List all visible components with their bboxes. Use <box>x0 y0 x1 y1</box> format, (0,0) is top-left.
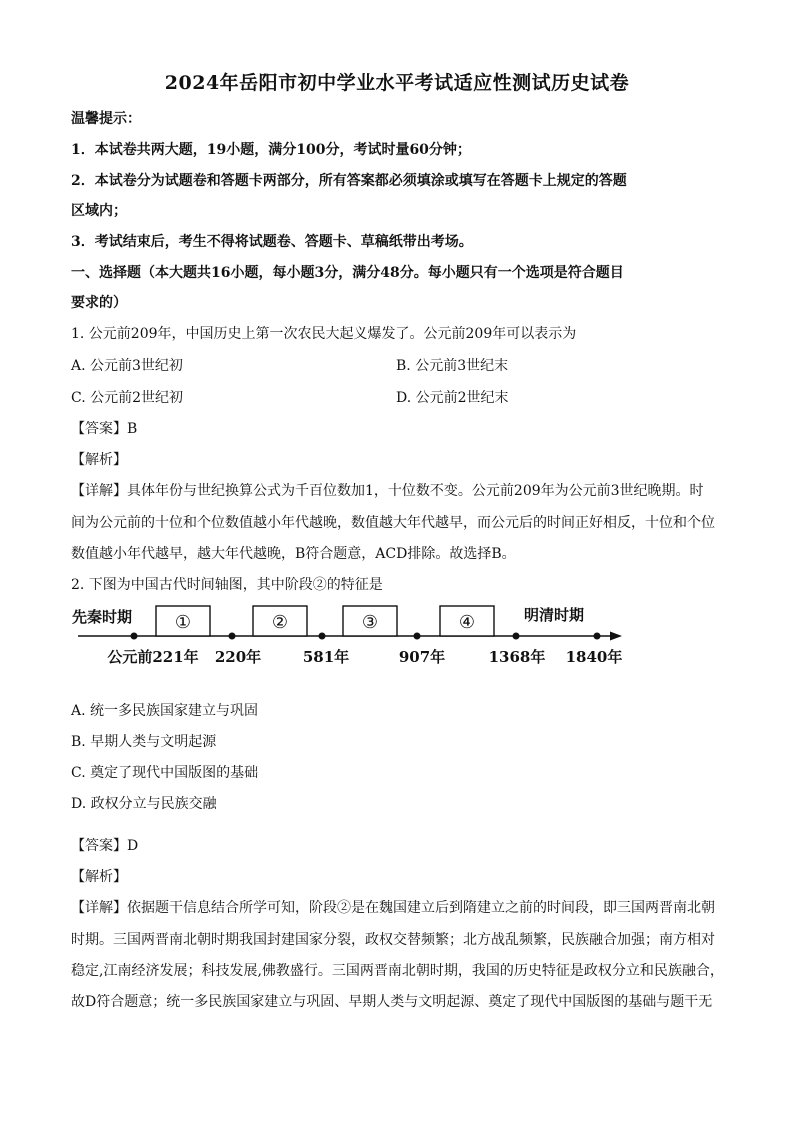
timeline-dot-6 <box>594 633 601 640</box>
q1-option-d: D. 公元前2世纪末 <box>396 390 509 406</box>
timeline-year-6: 1840年 <box>565 648 623 666</box>
timeline-year-2: 220年 <box>214 648 262 666</box>
timeline-year-3: 581年 <box>302 648 350 666</box>
q1-detail-line-2: 间为公元前的十位和个位数值越小年代越晚，数值越大年代越早，而公元后的时间正好相反，十位和个位 <box>71 515 715 531</box>
timeline-right-label: 明清时期 <box>524 606 585 624</box>
timeline-dot-4 <box>414 633 421 640</box>
analysis-label: 【解析】 <box>71 452 127 468</box>
q1-option-c: C. 公元前2世纪初 <box>71 390 184 406</box>
tip-item-2: 2．本试卷分为试题卷和答题卡两部分，所有答案都必须填涂或填写在答题卡上规定的答题 <box>71 173 627 189</box>
section-heading-cont: 要求的） <box>71 295 127 311</box>
timeline-box-4-label: ④ <box>458 612 476 633</box>
timeline-dot-2 <box>229 633 236 640</box>
timeline-dot-5 <box>513 633 520 640</box>
q2-analysis-label <box>71 866 731 888</box>
timeline-dot-3 <box>319 633 326 640</box>
q2-option-a: A. 统一多民族国家建立与巩固 <box>71 703 259 719</box>
tips-heading: 温馨提示： <box>71 111 141 127</box>
tip-item-3: 3．考试结束后，考生不得将试题卷、答题卡、草稿纸带出考场。 <box>71 234 473 250</box>
answer-value: D <box>127 838 139 854</box>
timeline-left-label: 先秦时期 <box>72 608 133 626</box>
tip-item-2-cont: 区域内； <box>71 203 127 219</box>
timeline-arrow-icon <box>610 632 622 641</box>
timeline-svg <box>70 600 630 672</box>
timeline-box-1-label: ① <box>174 612 192 633</box>
q2-detail-line-2: 时期。三国两晋南北朝时期我国封建国家分裂，政权交替频繁；北方战乱频繁，民族融合加强；南方相对 <box>71 932 715 948</box>
q1-detail-line-3: 数值越小年代越早，越大年代越晚，B符合题意，ACD排除。故选择B。 <box>71 546 516 562</box>
q2-option-c: C. 奠定了现代中国版图的基础 <box>71 765 259 781</box>
answer-label: 【答案】 <box>71 421 127 437</box>
analysis-label: 【解析】 <box>71 869 127 885</box>
timeline-box-3-label: ③ <box>361 612 379 633</box>
q1-option-a: A. 公元前3世纪初 <box>71 358 183 374</box>
timeline-diagram <box>70 600 630 672</box>
answer-value: B <box>127 421 138 437</box>
q2-detail-line-4: 故D符合题意；统一多民族国家建立与巩固、早期人类与文明起源、奠定了现代中国版图的基础与题干无 <box>71 994 713 1010</box>
timeline-year-5: 1368年 <box>488 648 546 666</box>
timeline-year-4: 907年 <box>398 648 446 666</box>
q1-stem: 1. 公元前209年，中国历史上第一次农民大起义爆发了。公元前209年可以表示为 <box>71 326 577 342</box>
q2-answer <box>71 835 731 857</box>
q2-detail-line-3: 稳定,江南经济发展；科技发展,佛教盛行。三国两晋南北朝时期，我国的历史特征是政权分立和民族融合， <box>71 963 724 979</box>
timeline-year-1: 公元前221年 <box>107 648 199 666</box>
q2-option-b: B. 早期人类与文明起源 <box>71 734 217 750</box>
tip-item-1: 1．本试卷共两大题，19小题，满分100分，考试时量60分钟； <box>71 142 471 158</box>
page-title: 2024年岳阳市初中学业水平考试适应性测试历史试卷 <box>164 72 630 94</box>
q2-stem: 2. 下图为中国古代时间轴图，其中阶段②的特征是 <box>71 577 383 593</box>
q1-analysis-label <box>71 449 731 471</box>
q2-detail-line-1: 【详解】依据题干信息结合所学可知，阶段②是在魏国建立后到隋建立之前的时间段，即三国两晋南北朝 <box>71 900 715 916</box>
timeline-box-2-label: ② <box>271 612 289 633</box>
q1-answer <box>71 418 731 440</box>
answer-label: 【答案】 <box>71 838 127 854</box>
q1-detail-line-1: 【详解】具体年份与世纪换算公式为千百位数加1，十位数不变。公元前209年为公元前3世纪晚期。时 <box>71 483 704 499</box>
q1-option-b: B. 公元前3世纪末 <box>396 358 509 374</box>
timeline-dot-1 <box>131 633 138 640</box>
q2-option-d: D. 政权分立与民族交融 <box>71 796 217 812</box>
section-heading: 一、选择题（本大题共16小题，每小题3分，满分48分。每小题只有一个选项是符合题目 <box>71 265 624 281</box>
